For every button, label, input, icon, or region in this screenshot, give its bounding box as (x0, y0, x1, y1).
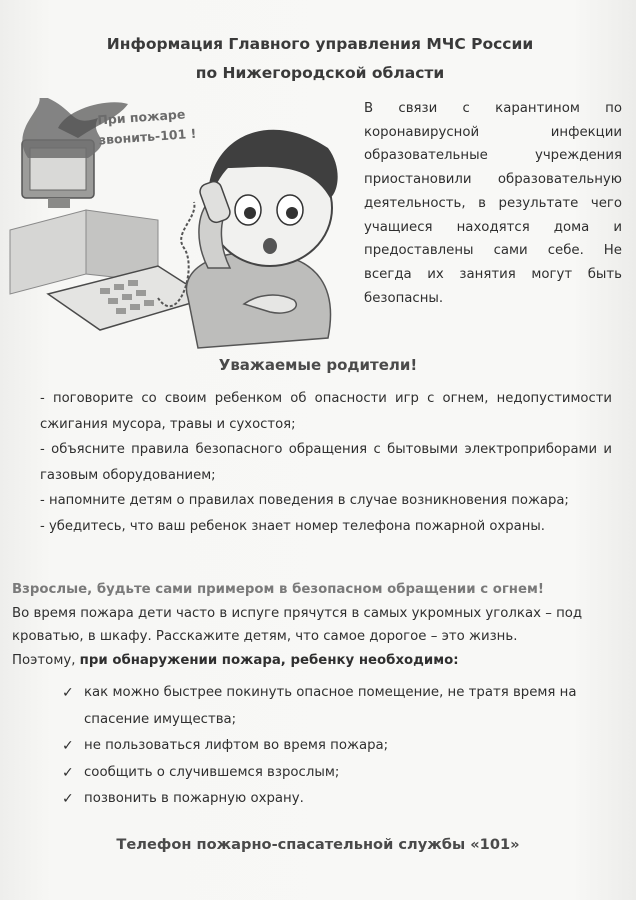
lead-section (12, 578, 612, 672)
document-title (60, 30, 580, 88)
advice-item: - объясните правила безопасного обращения с бытовыми электроприборами и газовым оборудованием; (40, 442, 612, 483)
lead-conclusion (12, 649, 612, 673)
intro-paragraph: В связи с карантином по коронавирусной инфекции образовательные учреждения приостановили образовательную деятельность, в результате чего учащиеся находятся дома и предоставлены сами себе. Не всегда их занятия могут быть безопасны. (364, 101, 622, 306)
parents-heading: Уважаемые родители! (218, 356, 418, 374)
checklist-item-text: сообщить о случившемся взрослым; (84, 764, 340, 780)
checkmark-icon: ✓ (62, 764, 74, 781)
checklist-item (62, 733, 622, 760)
title-line-2: по Нижегородской области (195, 64, 445, 82)
checkmark-icon: ✓ (62, 738, 74, 754)
checklist-item (62, 760, 622, 787)
checklist-item-text: не пользоваться лифтом во время пожара; (84, 738, 389, 753)
callout-line-1: При пожаре (96, 106, 186, 128)
checklist-item (62, 680, 622, 733)
checkmark-icon: ✓ (62, 685, 74, 701)
lead-body: Во время пожара дети часто в испуге прячутся в самых укромных уголках – под кроватью, в шкафу. Расскажите детям, что самое дорогое – это жизнь. (12, 605, 583, 644)
child-checklist (62, 680, 622, 813)
footer-phone-line: Телефон пожарно-спасательной службы «101» (116, 836, 520, 853)
lead-bold: при обнаружении пожара, ребенку необходимо: (79, 652, 459, 668)
advice-item: - напомните детям о правилах поведения в случае возникновения пожара; (40, 493, 569, 509)
checklist-item-text: как можно быстрее покинуть опасное помещение, не тратя время на спасение имущества; (84, 685, 577, 727)
callout-line-2: звонить-101 ! (98, 125, 197, 148)
parents-advice-list (40, 386, 612, 540)
checkmark-icon: ✓ (62, 791, 74, 807)
advice-item: - убедитесь, что ваш ребенок знает номер телефона пожарной охраны. (40, 518, 545, 534)
checklist-item (62, 786, 622, 813)
title-line-1: Информация Главного управления МЧС России (106, 35, 534, 53)
advice-item: - поговорите со своим ребенком об опасности игр с огнем, недопустимости сжигания мусора, травы и сухостоя; (40, 391, 612, 432)
checklist-item-text: позвонить в пожарную охрану. (84, 791, 304, 806)
adults-emphasis: Взрослые, будьте сами примером в безопасном обращении с огнем! (12, 582, 544, 597)
lead-prefix: Поэтому, (12, 652, 80, 668)
